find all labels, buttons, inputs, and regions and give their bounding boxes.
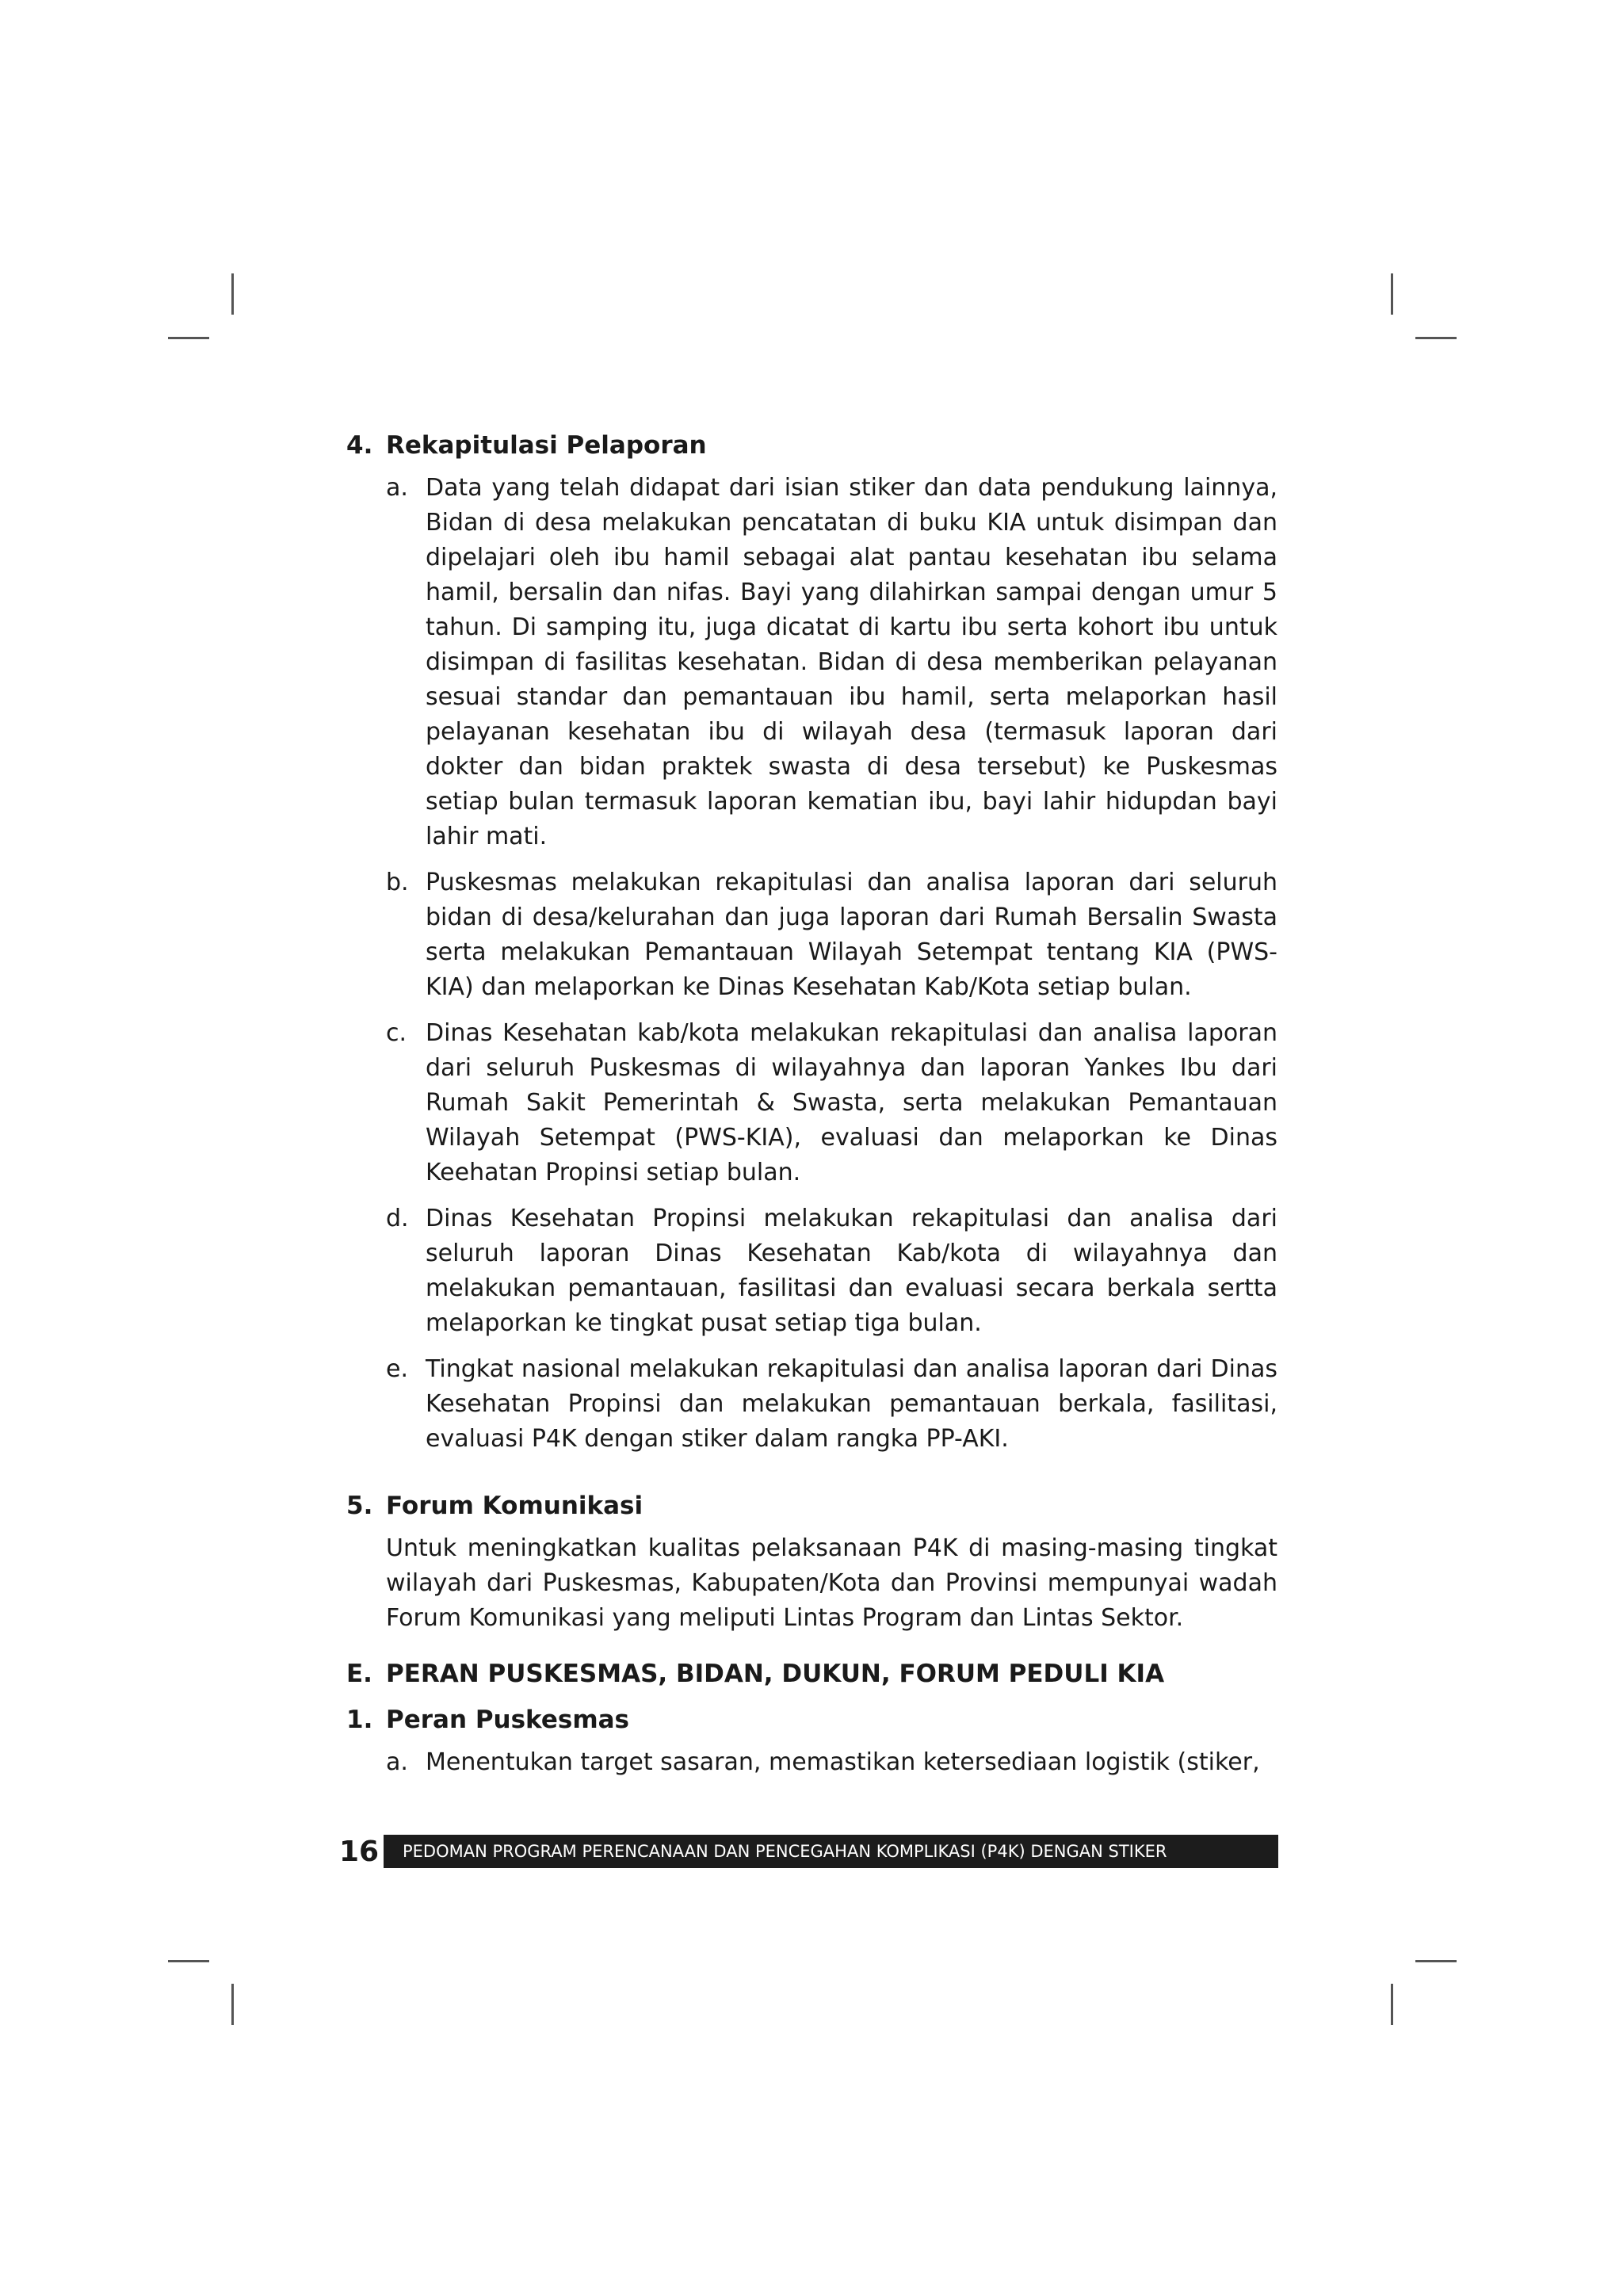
section-4-title: Rekapitulasi Pelaporan <box>386 431 707 460</box>
crop-mark-bottom-left-horizontal <box>168 1960 209 1962</box>
section-e-number: E. <box>346 1660 372 1688</box>
page-content <box>346 428 1277 1791</box>
list-item-text: Puskesmas melakukan rekapitulasi dan analisa laporan dari seluruh bidan di desa/kelurahan dan juga laporan dari Rumah Bersalin Swasta serta melakukan Pemantauan Wilayah Setempat tentang KIA (PWS-KIA) dan melaporkan ke Dinas Kesehatan Kab/Kota setiap bulan. <box>426 869 1277 1001</box>
page-footer <box>339 1835 1278 1868</box>
section-4-number: 4. <box>346 431 373 460</box>
list-item <box>346 471 1277 854</box>
crop-mark-bottom-right-horizontal <box>1415 1960 1457 1962</box>
section-5-heading <box>346 1488 1277 1523</box>
crop-mark-bottom-left-vertical <box>231 1984 234 2025</box>
list-item <box>346 1201 1277 1341</box>
list-item <box>346 1745 1277 1780</box>
list-item-text: Data yang telah didapat dari isian stiker dan data pendukung lainnya, Bidan di desa melakukan pencatatan di buku KIA untuk disimpan dan dipelajari oleh ibu hamil sebagai alat pantau kesehatan ibu selama hamil, bersalin dan nifas. Bayi yang dilahirkan sampai dengan umur 5 tahun. Di samping itu, juga dicatat di kartu ibu serta kohort ibu untuk disimpan di fasilitas kesehatan. Bidan di desa memberikan pelayanan sesuai standar dan pemantauan ibu hamil, serta melaporkan hasil pelayanan kesehatan ibu di wilayah desa (termasuk laporan dari dokter dan bidan praktek swasta di desa tersebut) ke Puskesmas setiap bulan termasuk laporan kematian ibu, bayi lahir hidupdan bayi lahir mati. <box>426 474 1277 850</box>
section-1-heading <box>346 1702 1277 1737</box>
section-5-number: 5. <box>346 1492 373 1520</box>
crop-mark-top-left-horizontal <box>168 337 209 339</box>
section-5-paragraph: Untuk meningkatkan kualitas pelaksanaan P4K di masing-masing tingkat wilayah dari Puskesmas, Kabupaten/Kota dan Provinsi mempunyai wadah Forum Komunikasi yang meliputi Lintas Program dan Lintas Sektor. <box>386 1534 1277 1632</box>
section-e-heading <box>346 1656 1277 1691</box>
section-1-number: 1. <box>346 1706 373 1734</box>
page-number: 16 <box>339 1835 380 1868</box>
list-item <box>346 1016 1277 1190</box>
list-item-text: Tingkat nasional melakukan rekapitulasi dan analisa laporan dari Dinas Kesehatan Propinsi dan melakukan pemantauan berkala, fasilitasi, evaluasi P4K dengan stiker dalam rangka PP-AKI. <box>426 1355 1277 1453</box>
list-item-letter: b. <box>386 869 409 896</box>
crop-mark-bottom-right-vertical <box>1391 1984 1393 2025</box>
crop-mark-top-right-horizontal <box>1415 337 1457 339</box>
list-item-text: Dinas Kesehatan Propinsi melakukan rekapitulasi dan analisa dari seluruh laporan Dinas Kesehatan Kab/kota di wilayahnya dan melakukan pemantauan, fasilitasi dan evaluasi secara berkala sertta melaporkan ke tingkat pusat setiap tiga bulan. <box>426 1205 1277 1337</box>
list-item <box>346 865 1277 1005</box>
section-e-title: PERAN PUSKESMAS, BIDAN, DUKUN, FORUM PEDULI KIA <box>386 1660 1165 1688</box>
section-1-list <box>346 1745 1277 1780</box>
list-item-text: Menentukan target sasaran, memastikan ketersediaan logistik (stiker, <box>426 1748 1260 1776</box>
section-4-list <box>346 471 1277 1457</box>
section-spacer <box>346 1691 1277 1702</box>
section-4-heading <box>346 428 1277 463</box>
footer-title-bar: PEDOMAN PROGRAM PERENCANAAN DAN PENCEGAHAN KOMPLIKASI (P4K) DENGAN STIKER <box>384 1835 1278 1868</box>
section-5-title: Forum Komunikasi <box>386 1492 643 1520</box>
list-item-letter: a. <box>386 1748 408 1776</box>
list-item-letter: e. <box>386 1355 408 1383</box>
list-item-letter: d. <box>386 1205 409 1232</box>
section-spacer <box>346 1468 1277 1488</box>
list-item-letter: a. <box>386 474 408 502</box>
list-item <box>346 1352 1277 1457</box>
crop-mark-top-right-vertical <box>1391 273 1393 315</box>
list-item-text: Dinas Kesehatan kab/kota melakukan rekapitulasi dan analisa laporan dari seluruh Puskesmas di wilayahnya dan laporan Yankes Ibu dari Rumah Sakit Pemerintah & Swasta, serta melakukan Pemantauan Wilayah Setempat (PWS-KIA), evaluasi dan melaporkan ke Dinas Keehatan Propinsi setiap bulan. <box>426 1019 1277 1186</box>
list-item-letter: c. <box>386 1019 407 1047</box>
section-1-title: Peran Puskesmas <box>386 1706 629 1734</box>
crop-mark-top-left-vertical <box>231 273 234 315</box>
